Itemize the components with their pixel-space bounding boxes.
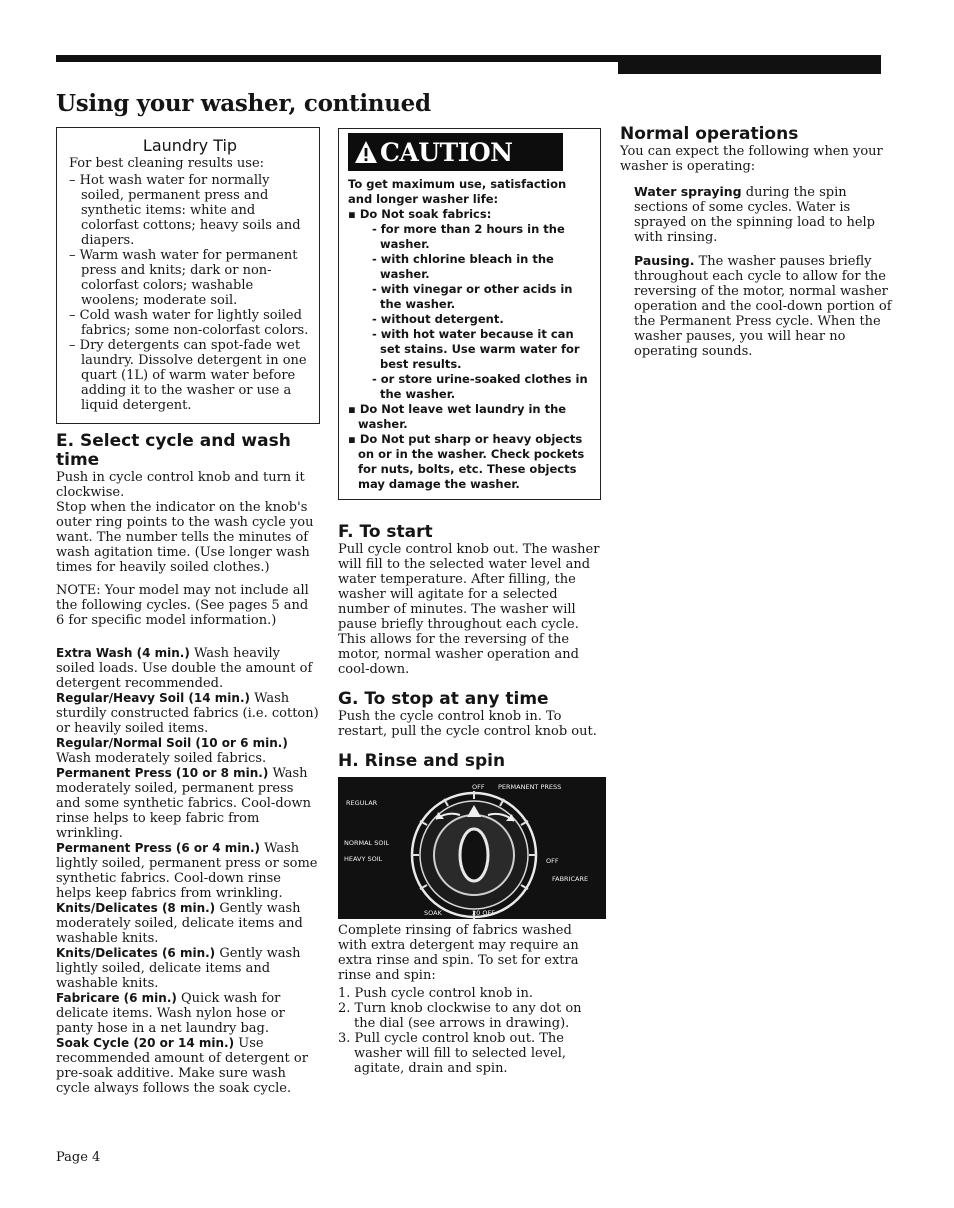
section-e-note: NOTE: Your model may not include all the following cycles. (See pages 5 and 6 for specific model information.) xyxy=(56,583,309,628)
cycle-desc: Gently wash lightly soiled, delicate items and washable knits. xyxy=(56,946,301,991)
cycle-name: Knits/Delicates (6 min.) xyxy=(56,946,216,960)
page-title: Using your washer, continued xyxy=(56,90,431,117)
dial-label-off-bottom: 20 OFF xyxy=(472,909,495,917)
cycle-list xyxy=(56,646,320,1096)
normal-ops-item xyxy=(634,184,892,245)
normal-ops-list xyxy=(634,184,892,359)
normal-ops-item xyxy=(634,253,892,359)
column-right xyxy=(620,124,892,367)
caution-list xyxy=(348,207,593,492)
cycle-desc: Use recommended amount of detergent or pre-soak additive. Make sure wash cycle always follows the soak cycle. xyxy=(56,1036,308,1096)
list-item: – Dry detergents can spot-fade wet laundry. Dissolve detergent in one quart (1L) of warm water before adding it to the washer or use a liquid detergent. xyxy=(69,338,311,413)
section-e-heading: E. Select cycle and wash time xyxy=(56,431,291,470)
list-item: - or store urine-soaked clothes in the washer. xyxy=(372,372,593,402)
term-desc: during the spin sections of some cycles. Water is sprayed on the spinning load to help with rinsing. xyxy=(634,185,876,245)
cycle-dial-illustration xyxy=(338,777,606,919)
cycle-name: Regular/Heavy Soil (14 min.) xyxy=(56,691,250,705)
cycle-item xyxy=(56,691,320,736)
cycle-item xyxy=(56,646,320,691)
laundry-tip-intro: For best cleaning results use: xyxy=(69,156,265,171)
term-desc: The washer pauses briefly throughout each cycle to allow for the reversing of the motor, normal washer operation and the cool-down portion of the Permanent Press cycle. When the washer pauses, you will hear no operating sounds. xyxy=(634,254,892,359)
cycle-desc: Wash sturdily constructed fabrics (i.e. cotton) or heavily soiled items. xyxy=(56,691,319,736)
section-g-text: Push the cycle control knob in. To restart, pull the cycle control knob out. xyxy=(338,709,597,739)
list-item: - with vinegar or other acids in the washer. xyxy=(372,282,593,312)
section-h-heading: H. Rinse and spin xyxy=(338,751,506,771)
section-f-heading: F. To start xyxy=(338,522,433,542)
dial-label-heavy-soil: HEAVY SOIL xyxy=(344,855,383,863)
list-item: - with chlorine bleach in the washer. xyxy=(372,252,593,282)
list-item: 1. Push cycle control knob in. xyxy=(338,986,533,1001)
column-left xyxy=(56,127,320,1096)
laundry-tip-title: Laundry Tip xyxy=(142,136,238,155)
cycle-name: Fabricare (6 min.) xyxy=(56,991,177,1005)
cycle-item xyxy=(56,766,320,841)
cycle-name: Permanent Press (6 or 4 min.) xyxy=(56,841,260,855)
list-item: – Warm wash water for permanent press and knits; dark or non-colorfast colors; washable woolens; moderate soil. xyxy=(69,248,311,308)
caution-item xyxy=(348,207,593,402)
cycle-desc: Wash moderately soiled, permanent press and some synthetic fabrics. Cool-down rinse helps to keep fabric from wrinkling. xyxy=(56,766,311,841)
list-item: – Cold wash water for lightly soiled fabrics; some non-colorfast colors. xyxy=(69,308,311,338)
section-e-p2: Stop when the indicator on the knob's outer ring points to the wash cycle you want. The number tells the minutes of wash agitation time. (Use longer wash times for heavily soiled clothes.) xyxy=(56,500,314,575)
dial-label-off-right: OFF xyxy=(546,857,559,865)
cycle-name: Extra Wash (4 min.) xyxy=(56,646,190,660)
section-g-heading: G. To stop at any time xyxy=(338,689,549,709)
dial-label-fabricare: FABRICARE xyxy=(552,875,589,883)
list-item: 3. Pull cycle control knob out. The washer will fill to selected level, agitate, drain and spin. xyxy=(338,1031,567,1076)
cycle-item xyxy=(56,901,320,946)
cycle-desc: Wash heavily soiled loads. Use double the amount of detergent recommended. xyxy=(56,646,313,691)
caution-title: CAUTION xyxy=(380,137,513,167)
column-middle xyxy=(338,128,603,1076)
cycle-item xyxy=(56,841,320,901)
laundry-tip-list xyxy=(69,173,311,413)
dial-label-off: OFF xyxy=(472,783,485,791)
section-f-text: Pull cycle control knob out. The washer will fill to the selected water level and water temperature. After filling, the washer will agitate for a selected number of minutes. The washer will pause briefly throughout each cycle. This allows for the reversing of the motor, normal washer operation and cool-down. xyxy=(338,542,600,677)
normal-ops-intro: You can expect the following when your washer is operating: xyxy=(620,144,883,174)
caution-banner xyxy=(348,133,563,171)
cycle-item xyxy=(56,1036,320,1096)
section-h-text: Complete rinsing of fabrics washed with extra detergent may require an extra rinse and spin. To set for extra rinse and spin: xyxy=(338,923,579,983)
dial-label-permanent-press: PERMANENT PRESS xyxy=(498,783,562,791)
dial-label-soak: SOAK xyxy=(424,909,442,917)
caution-item: ▪ Do Not leave wet laundry in the washer. xyxy=(348,402,593,432)
cycle-name: Soak Cycle (20 or 14 min.) xyxy=(56,1036,235,1050)
caution-item-text: Do Not soak fabrics: xyxy=(359,207,492,221)
rinse-steps xyxy=(338,986,603,1076)
cycle-name: Knits/Delicates (8 min.) xyxy=(56,901,216,915)
caution-intro: To get maximum use, satisfaction and longer washer life: xyxy=(348,177,567,206)
cycle-desc: Wash moderately soiled fabrics. xyxy=(56,751,267,766)
warning-triangle-icon xyxy=(354,140,378,164)
list-item: - without detergent. xyxy=(372,312,593,327)
dial-label-normal-soil: NORMAL SOIL xyxy=(344,839,390,847)
laundry-tip-box xyxy=(56,127,320,424)
cycle-desc: Gently wash moderately soiled, delicate items and washable knits. xyxy=(56,901,303,946)
list-item: - for more than 2 hours in the washer. xyxy=(372,222,593,252)
cycle-item xyxy=(56,946,320,991)
header-tab xyxy=(618,55,881,74)
caution-box xyxy=(338,128,601,500)
cycle-name: Permanent Press (10 or 8 min.) xyxy=(56,766,269,780)
section-e-p1: Push in cycle control knob and turn it clockwise. xyxy=(56,470,305,500)
cycle-desc: Wash lightly soiled, permanent press or some synthetic fabrics. Cool-down rinse helps keep fabrics from wrinkling. xyxy=(56,841,318,901)
page-number: Page 4 xyxy=(56,1150,101,1165)
list-item: - with hot water because it can set stains. Use warm water for best results. xyxy=(372,327,593,372)
cycle-desc: Quick wash for delicate items. Wash nylon hose or panty hose in a net laundry bag. xyxy=(56,991,285,1036)
term-water-spraying: Water spraying xyxy=(634,184,742,199)
list-item: – Hot wash water for normally soiled, permanent press and synthetic items: white and colorfast cottons; heavy soils and diapers. xyxy=(69,173,311,248)
list-item: 2. Turn knob clockwise to any dot on the dial (see arrows in drawing). xyxy=(338,1001,582,1031)
term-pausing: Pausing. xyxy=(634,253,695,268)
caution-sublist xyxy=(358,222,593,402)
caution-item: ▪ Do Not put sharp or heavy objects on or in the washer. Check pockets for nuts, bolts, etc. These objects may damage the washer. xyxy=(348,432,593,492)
normal-ops-heading: Normal operations xyxy=(620,124,799,144)
cycle-item xyxy=(56,991,320,1036)
dial-label-regular: REGULAR xyxy=(346,799,378,807)
cycle-name: Regular/Normal Soil (10 or 6 min.) xyxy=(56,736,288,750)
cycle-item xyxy=(56,736,320,766)
